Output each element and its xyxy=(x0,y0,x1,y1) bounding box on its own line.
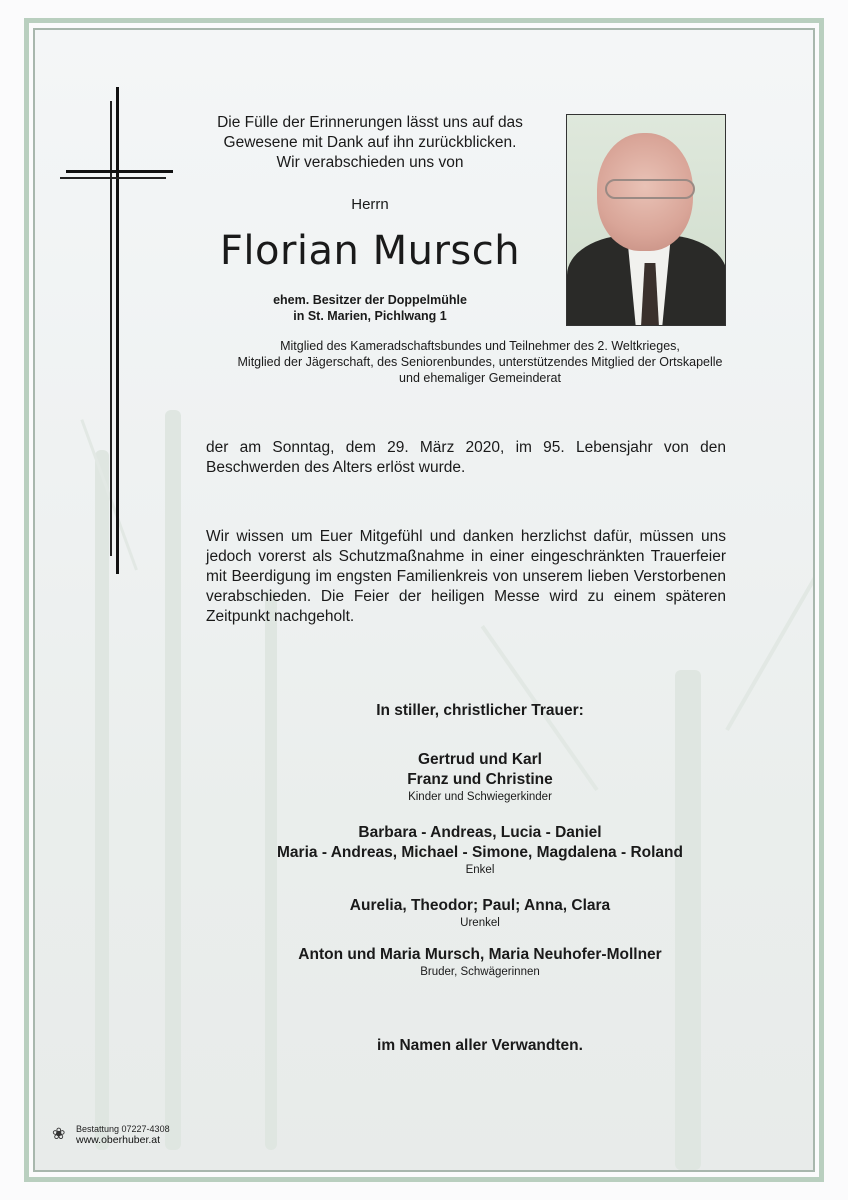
tree-trunk xyxy=(165,410,181,1150)
mourner-role: Bruder, Schwägerinnen xyxy=(420,966,540,978)
funeral-home-website[interactable]: www.oberhuber.at xyxy=(76,1134,161,1146)
deceased-name: Florian Mursch xyxy=(219,228,521,274)
occupation-line: ehem. Besitzer der Doppelmühle xyxy=(273,293,467,307)
mourner-names: Gertrud und Karl xyxy=(417,751,542,768)
occupation-line: in St. Marien, Pichlwang 1 xyxy=(293,309,447,323)
mourner-names: Aurelia, Theodor; Paul; Anna, Clara xyxy=(349,897,611,914)
verse-line: Wir verabschieden uns von xyxy=(276,154,464,171)
membership-line: und ehemaliger Gemeinderat xyxy=(399,371,561,385)
portrait-photo xyxy=(566,114,726,326)
membership-line: Mitglied der Jägerschaft, des Seniorenbundes, unterstützendes Mitglied der Ortskapelle xyxy=(237,355,723,369)
mourner-names: Franz und Christine xyxy=(407,771,553,788)
verse-line: Die Fülle der Erinnerungen lässt uns auf das xyxy=(217,114,523,131)
mourning-title: In stiller, christlicher Trauer: xyxy=(376,702,584,719)
occupation xyxy=(190,292,550,324)
mourner-names: Barbara - Andreas, Lucia - Daniel xyxy=(358,824,602,841)
opening-verse xyxy=(190,113,550,173)
mourner-names: Anton und Maria Mursch, Maria Neuhofer-Mollner xyxy=(298,946,662,963)
tree-trunk xyxy=(95,450,109,1150)
funeral-logo-icon: ❀ xyxy=(52,1126,66,1143)
closing-line: im Namen aller Verwandten. xyxy=(377,1037,583,1054)
funeral-home-footer xyxy=(52,1124,170,1146)
verse-line: Gewesene mit Dank auf ihn zurückblicken. xyxy=(223,134,517,151)
tree-branch xyxy=(725,538,815,731)
funeral-home-phone: Bestattung 07227-4308 xyxy=(76,1124,170,1134)
mourner-role: Enkel xyxy=(465,864,495,876)
mourner-group-children xyxy=(230,750,730,805)
funeral-info-paragraph: Wir wissen um Euer Mitgefühl und danken herzlichst dafür, müssen uns jedoch vorerst als Schutzmaßnahme in einer eingeschränkten Trauerfeier mit Beerdigung im engsten Familienkreis von unserem lieben Verstorbenen verabschieden. Die Feier der heiligen Messe wird zu einem späteren Zeitpunkt nachgeholt. xyxy=(206,528,726,625)
death-notice-paragraph: der am Sonntag, dem 29. März 2020, im 95. Lebensjahr von den Beschwerden des Alters erlöst wurde. xyxy=(206,439,726,476)
mourner-role: Urenkel xyxy=(460,917,500,929)
mourner-group-great-grandchildren xyxy=(230,896,730,931)
membership-line: Mitglied des Kameradschaftsbundes und Teilnehmer des 2. Weltkrieges, xyxy=(280,339,680,353)
mourner-group-siblings xyxy=(230,945,730,980)
memberships xyxy=(205,338,755,386)
mourner-names: Maria - Andreas, Michael - Simone, Magdalena - Roland xyxy=(277,844,683,861)
mourner-group-grandchildren xyxy=(230,823,730,878)
mourner-role: Kinder und Schwiegerkinder xyxy=(408,791,552,803)
salutation: Herrn xyxy=(351,196,389,213)
